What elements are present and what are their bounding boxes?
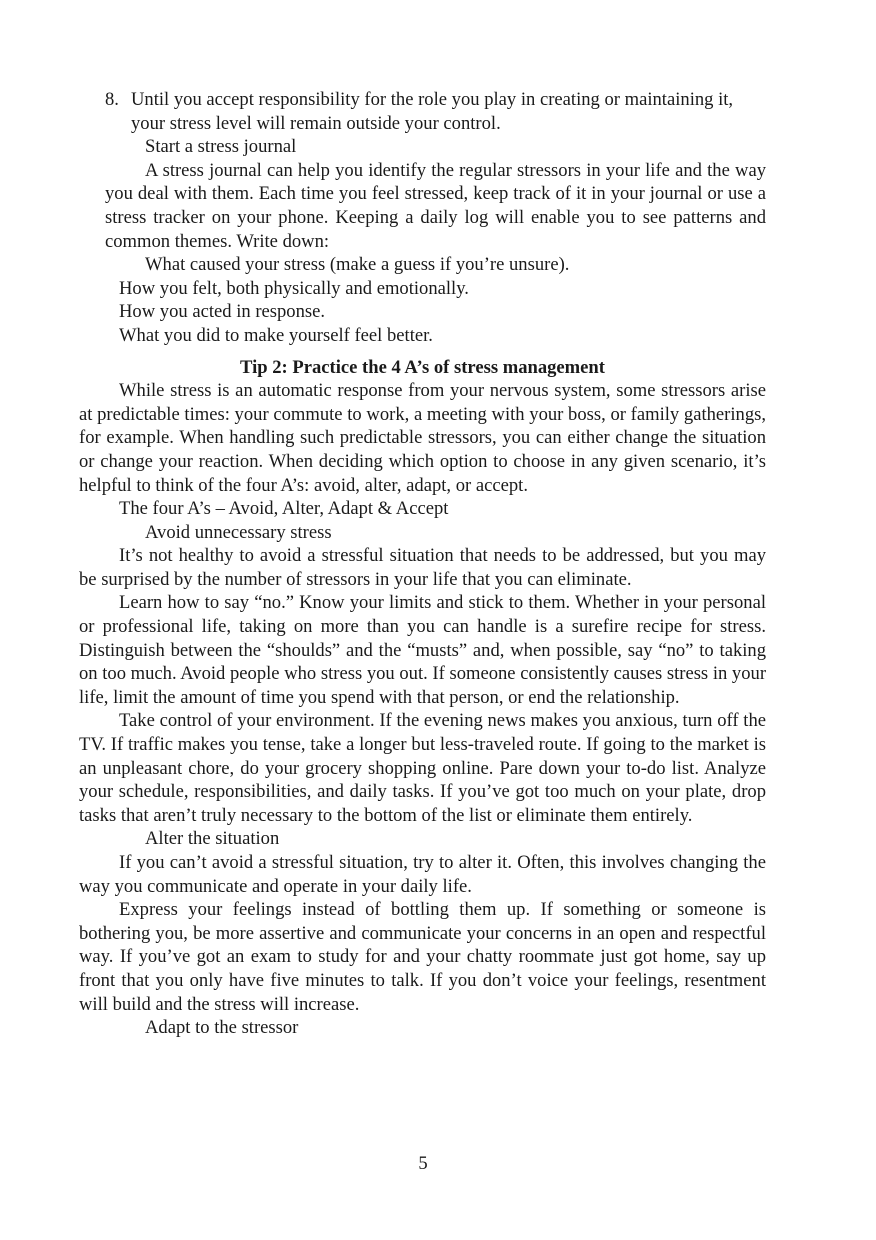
journal-item: How you felt, both physically and emotionally.	[119, 277, 469, 299]
list-item-8	[79, 88, 766, 135]
paragraph-tip2-intro: While stress is an automatic response from your nervous system, some stressors arise at predictable times: your commute to work, a meeting with your boss, or family gatherings, for example. When handling such predictable stressors, you can either change the situation or change your reaction. When deciding which option to choose in any given scenario, it’s helpful to think of the four A’s: avoid, alter, adapt, or accept.	[79, 380, 766, 496]
paragraph-alter-1: If you can’t avoid a stressful situation, try to alter it. Often, this involves changing the way you communicate and operate in your daily life.	[79, 852, 766, 897]
journal-item: What you did to make yourself feel better.	[119, 324, 433, 346]
subheading-stress-journal: Start a stress journal	[145, 136, 297, 158]
journal-item: What caused your stress (make a guess if you’re unsure).	[145, 254, 570, 276]
paragraph-avoid-1: It’s not healthy to avoid a stressful situation that needs to be addressed, but you may be surprised by the number of stressors in your life that you can eliminate.	[79, 545, 766, 590]
paragraph-avoid-3: Take control of your environment. If the evening news makes you anxious, turn off the TV. If traffic makes you tense, take a longer but less-traveled route. If going to the market is an unpleasant chore, do your grocery shopping online. Pare down your to-do list. Analyze your schedule, responsibilities, and daily tasks. If you’ve got too much on your plate, drop tasks that aren’t truly necessary to the bottom of the list or eliminate them entirely.	[79, 710, 766, 826]
subheading-adapt: Adapt to the stressor	[145, 1017, 299, 1039]
list-item-text: Until you accept responsibility for the role you play in creating or maintaining it, your stress level will remain outside your control.	[131, 89, 734, 134]
subheading-alter: Alter the situation	[145, 828, 280, 850]
paragraph-avoid-2: Learn how to say “no.” Know your limits and stick to them. Whether in your personal or professional life, taking on more than you can handle is a surefire recipe for stress. Distinguish between the “shoulds” and the “musts” and, when possible, say “no” to taking on too much. Avoid people who stress you out. If someone consistently causes stress in your life, limit the amount of time you spend with that person, or end the relationship.	[79, 592, 767, 708]
page-number: 5	[418, 1153, 428, 1174]
paragraph-alter-2: Express your feelings instead of bottling them up. If something or someone is bothering you, be more assertive and communicate your concerns in an open and respectful way. If you’ve got an exam to study for and your chatty roommate just got home, say up front that you only have five minutes to talk. If you don’t voice your feelings, resentment will build and the stress will increase.	[79, 899, 766, 1015]
subheading-avoid: Avoid unnecessary stress	[145, 521, 332, 543]
section-title-tip-2: Tip 2: Practice the 4 A’s of stress management	[240, 356, 605, 378]
body-text	[79, 88, 766, 1040]
journal-item: How you acted in response.	[119, 301, 326, 323]
subheading-four-as: The four A’s – Avoid, Alter, Adapt & Accept	[119, 498, 449, 520]
paragraph-stress-journal: A stress journal can help you identify the regular stressors in your life and the way you deal with them. Each time you feel stressed, keep track of it in your journal or use a stress tracker on your phone. Keeping a daily log will enable you to see patterns and common themes. Write down:	[105, 159, 766, 252]
list-number: 8.	[105, 89, 119, 110]
